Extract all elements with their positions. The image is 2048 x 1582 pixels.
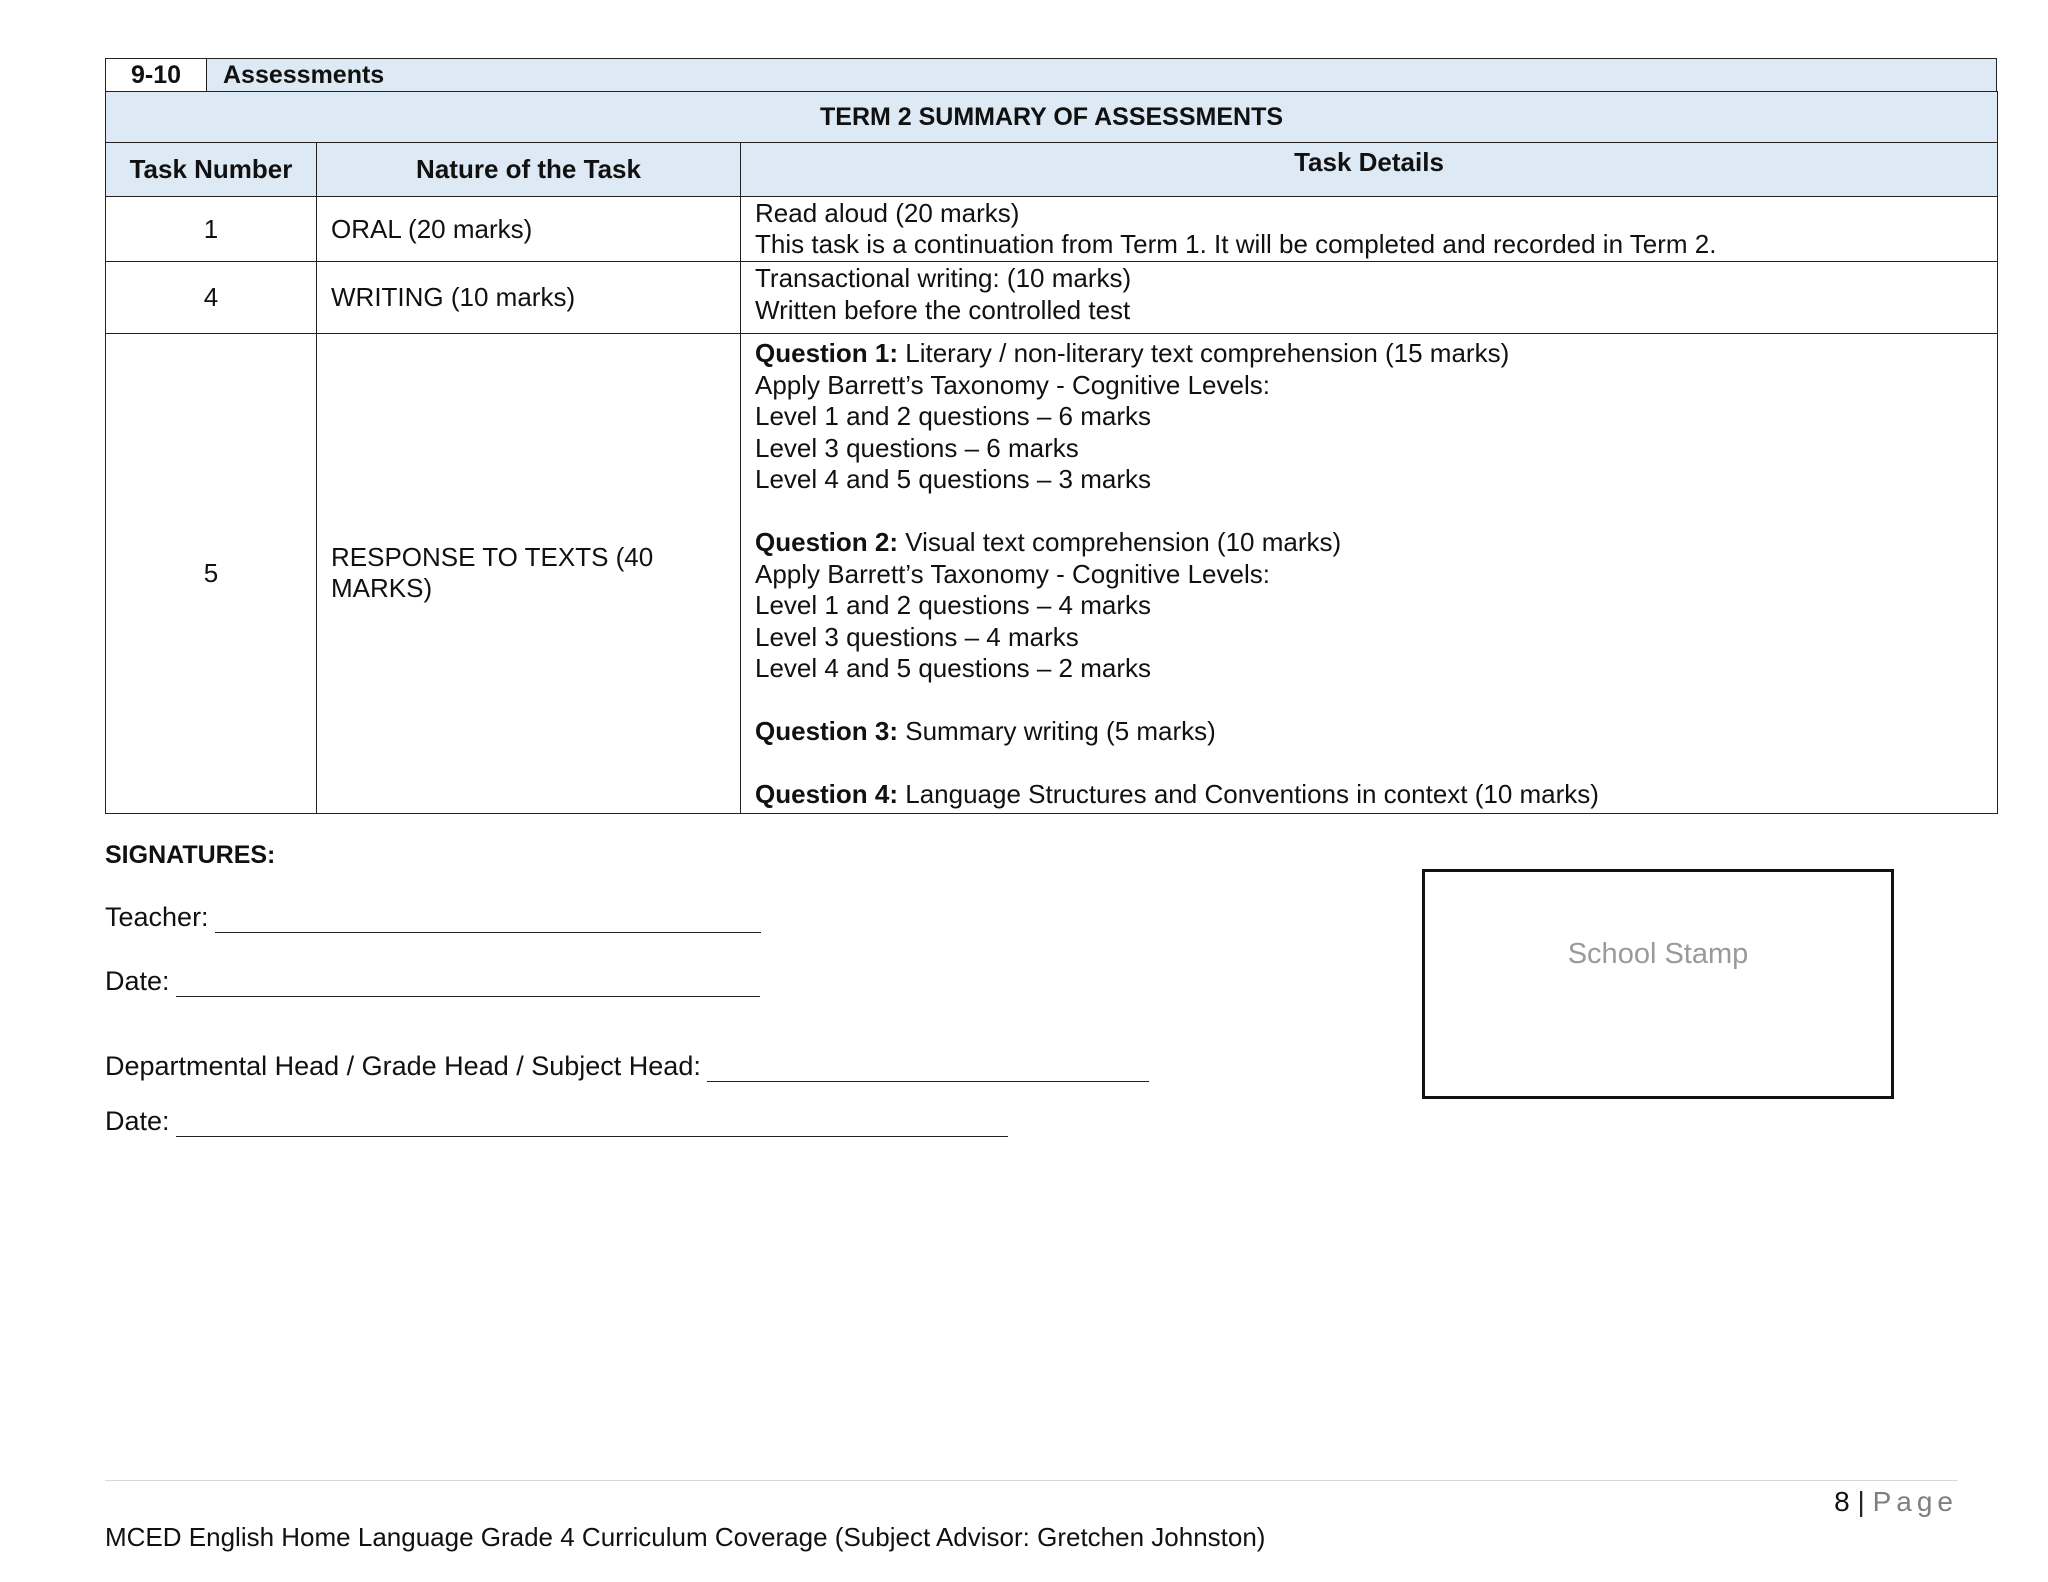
table-title-row: [106, 92, 1998, 143]
footer-divider: [105, 1480, 1958, 1481]
detail-line: Written before the controlled test: [755, 294, 1131, 325]
table-title: TERM 2 SUMMARY OF ASSESSMENTS: [106, 92, 1998, 143]
detail-line: Level 4 and 5 questions – 2 marks: [755, 653, 1152, 683]
nature-cell: ORAL (20 marks): [317, 197, 741, 262]
task-number-cell: 4: [106, 262, 317, 334]
detail-line: Level 1 and 2 questions – 4 marks: [755, 590, 1152, 620]
question-1-text: Literary / non-literary text comprehension (15 marks): [898, 338, 1510, 368]
question-1: [755, 338, 1983, 370]
section-label: Assessments: [223, 60, 385, 89]
column-header-task-details: Task Details: [741, 143, 1998, 197]
teacher-date-line: [105, 966, 760, 997]
section-header-band: [105, 58, 1997, 92]
footer-text: MCED English Home Language Grade 4 Curriculum Coverage (Subject Advisor: Gretchen Johnston): [105, 1522, 1266, 1552]
task-number-cell: 5: [106, 334, 317, 814]
page-separator: |: [1857, 1486, 1865, 1517]
nature-cell: RESPONSE TO TEXTS (40 MARKS): [317, 334, 741, 814]
head-signature-field[interactable]: [707, 1055, 1149, 1082]
page-number: [1834, 1486, 1958, 1518]
date-label: Date:: [105, 966, 170, 996]
question-1-label: Question 1:: [755, 338, 899, 368]
detail-line: Level 3 questions – 6 marks: [755, 432, 1079, 463]
task-number-cell: 1: [106, 197, 317, 262]
teacher-date-field[interactable]: [176, 970, 760, 997]
page-word: Page: [1872, 1486, 1958, 1517]
details-cell: [741, 197, 1998, 262]
question-3-label: Question 3:: [755, 716, 899, 746]
signatures-heading: SIGNATURES:: [105, 841, 276, 869]
section-code: 9-10: [106, 59, 207, 91]
question-4-label: Question 4:: [755, 779, 899, 809]
teacher-signature-field[interactable]: [215, 906, 761, 933]
details-cell: [741, 334, 1998, 814]
teacher-label: Teacher:: [105, 902, 209, 932]
question-4: [755, 779, 1983, 811]
teacher-signature-line: [105, 902, 761, 933]
spacer: [755, 748, 1983, 780]
page-number-value: 8: [1834, 1486, 1850, 1517]
detail-line: Level 3 questions – 4 marks: [755, 621, 1079, 652]
date-label: Date:: [105, 1106, 170, 1136]
assessment-summary-table: [105, 91, 1998, 814]
detail-line: Level 4 and 5 questions – 3 marks: [755, 464, 1152, 494]
spacer: [755, 685, 1983, 717]
school-stamp-box: [1422, 869, 1894, 1099]
question-3: [755, 716, 1983, 748]
question-4-text: Language Structures and Conventions in context (10 marks): [898, 779, 1599, 809]
head-label: Departmental Head / Grade Head / Subject Head:: [105, 1051, 701, 1081]
head-date-line: [105, 1106, 1008, 1137]
detail-line: This task is a continuation from Term 1. It will be completed and recorded in Term 2.: [755, 229, 1717, 259]
detail-line: Apply Barrett’s Taxonomy - Cognitive Levels:: [755, 558, 1270, 589]
question-2-label: Question 2:: [755, 527, 899, 557]
spacer: [755, 496, 1983, 528]
detail-line: Level 1 and 2 questions – 6 marks: [755, 401, 1152, 431]
question-2-text: Visual text comprehension (10 marks): [898, 527, 1342, 557]
table-row: [106, 197, 1998, 262]
nature-cell: WRITING (10 marks): [317, 262, 741, 334]
detail-line: Apply Barrett’s Taxonomy - Cognitive Levels:: [755, 369, 1270, 400]
table-row: [106, 334, 1998, 814]
detail-line: Read aloud (20 marks): [755, 198, 1020, 228]
head-date-field[interactable]: [176, 1110, 1008, 1137]
question-2: [755, 527, 1983, 559]
details-cell: [741, 262, 1998, 334]
table-row: [106, 262, 1998, 334]
question-3-text: Summary writing (5 marks): [898, 716, 1216, 746]
table-header-row: [106, 143, 1998, 197]
column-header-task-number: Task Number: [106, 143, 317, 197]
head-signature-line: [105, 1051, 1149, 1082]
detail-line: Transactional writing: (10 marks): [755, 263, 1132, 293]
column-header-nature: Nature of the Task: [317, 143, 741, 197]
school-stamp-label: School Stamp: [1567, 938, 1749, 970]
